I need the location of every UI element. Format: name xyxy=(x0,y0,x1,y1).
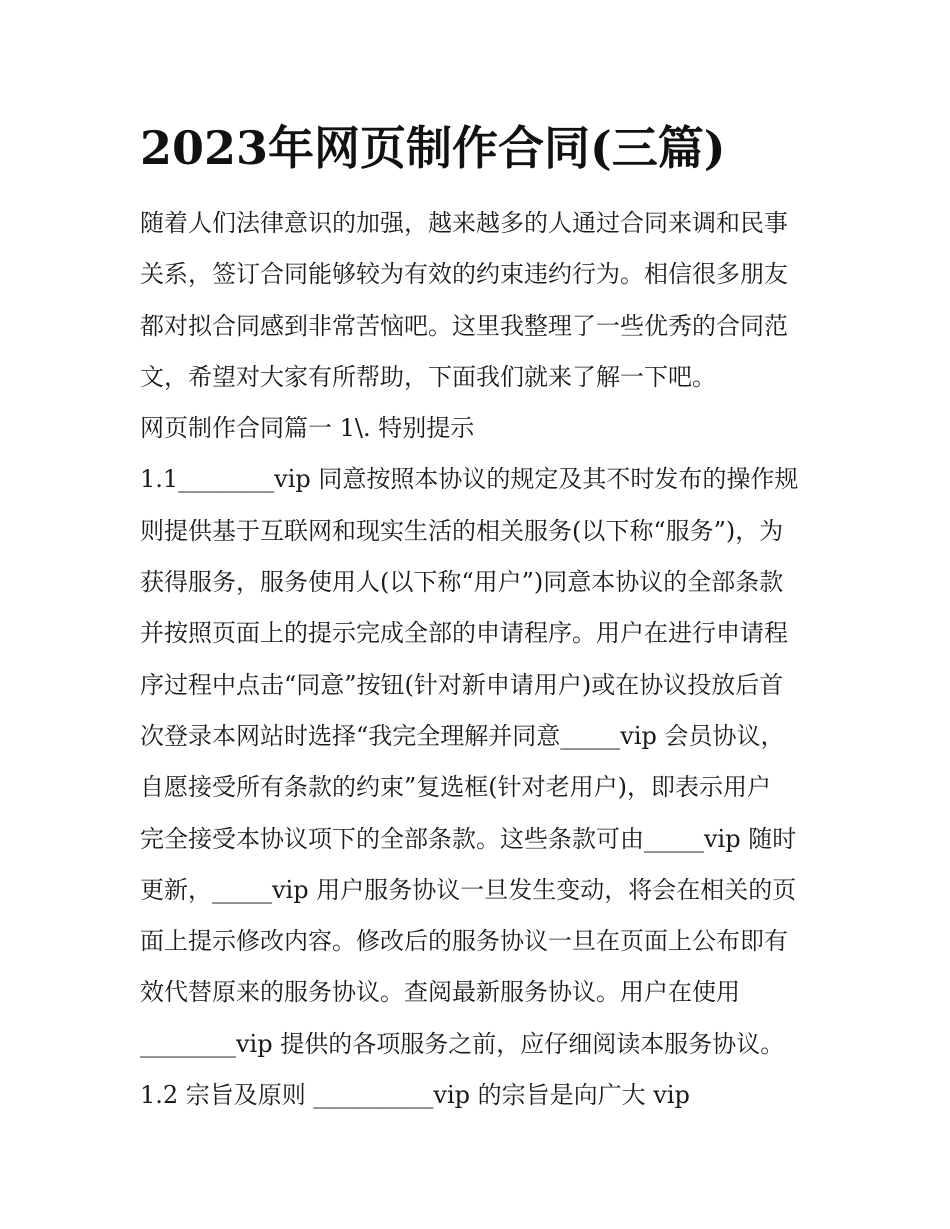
document-title: 2023年网页制作合同(三篇) xyxy=(140,121,726,175)
body-line: 文，希望对大家有所帮助，下面我们就来了解一下吧。 xyxy=(140,362,716,391)
body-line: 更新，_____vip 用户服务协议一旦发生变动，将会在相关的页 xyxy=(140,875,797,904)
body-line: 次登录本网站时选择“我完全理解并同意_____vip 会员协议， xyxy=(140,721,785,750)
body-line: 并按照页面上的提示完成全部的申请程序。用户在进行申请程 xyxy=(140,619,788,648)
body-line: 面上提示修改内容。修改后的服务协议一旦在页面上公布即有 xyxy=(140,927,788,956)
body-line: 随着人们法律意识的加强，越来越多的人通过合同来调和民事 xyxy=(140,209,788,237)
body-line: 效代替原来的服务协议。查阅最新服务协议。用户在使用 xyxy=(140,978,740,1007)
body-line: 都对拟合同感到非常苦恼吧。这里我整理了一些优秀的合同范 xyxy=(140,311,788,340)
body-line: 则提供基于互联网和现实生活的相关服务(以下称“服务”)，为 xyxy=(140,516,784,545)
body-line: 自愿接受所有条款的约束”复选框(针对老用户)，即表示用户 xyxy=(140,773,771,802)
section-heading: 网页制作合同篇一 1\. 特别提示 xyxy=(140,414,475,443)
body-line: 完全接受本协议项下的全部条款。这些条款可由_____vip 随时 xyxy=(140,824,797,853)
body-line: 1.2 宗旨及原则 __________vip 的宗旨是向广大 vip xyxy=(140,1081,690,1110)
body-line: 1.1________vip 同意按照本协议的规定及其不时发布的操作规 xyxy=(140,465,799,494)
body-line: ________vip 提供的各项服务之前，应仔细阅读本服务协议。 xyxy=(140,1029,785,1058)
body-line: 获得服务，服务使用人(以下称“用户”)同意本协议的全部条款 xyxy=(140,568,784,597)
body-line: 序过程中点击“同意”按钮(针对新申请用户)或在协议投放后首 xyxy=(140,670,784,699)
document-body xyxy=(140,200,820,1123)
body-line: 关系，签订合同能够较为有效的约束违约行为。相信很多朋友 xyxy=(140,260,788,289)
